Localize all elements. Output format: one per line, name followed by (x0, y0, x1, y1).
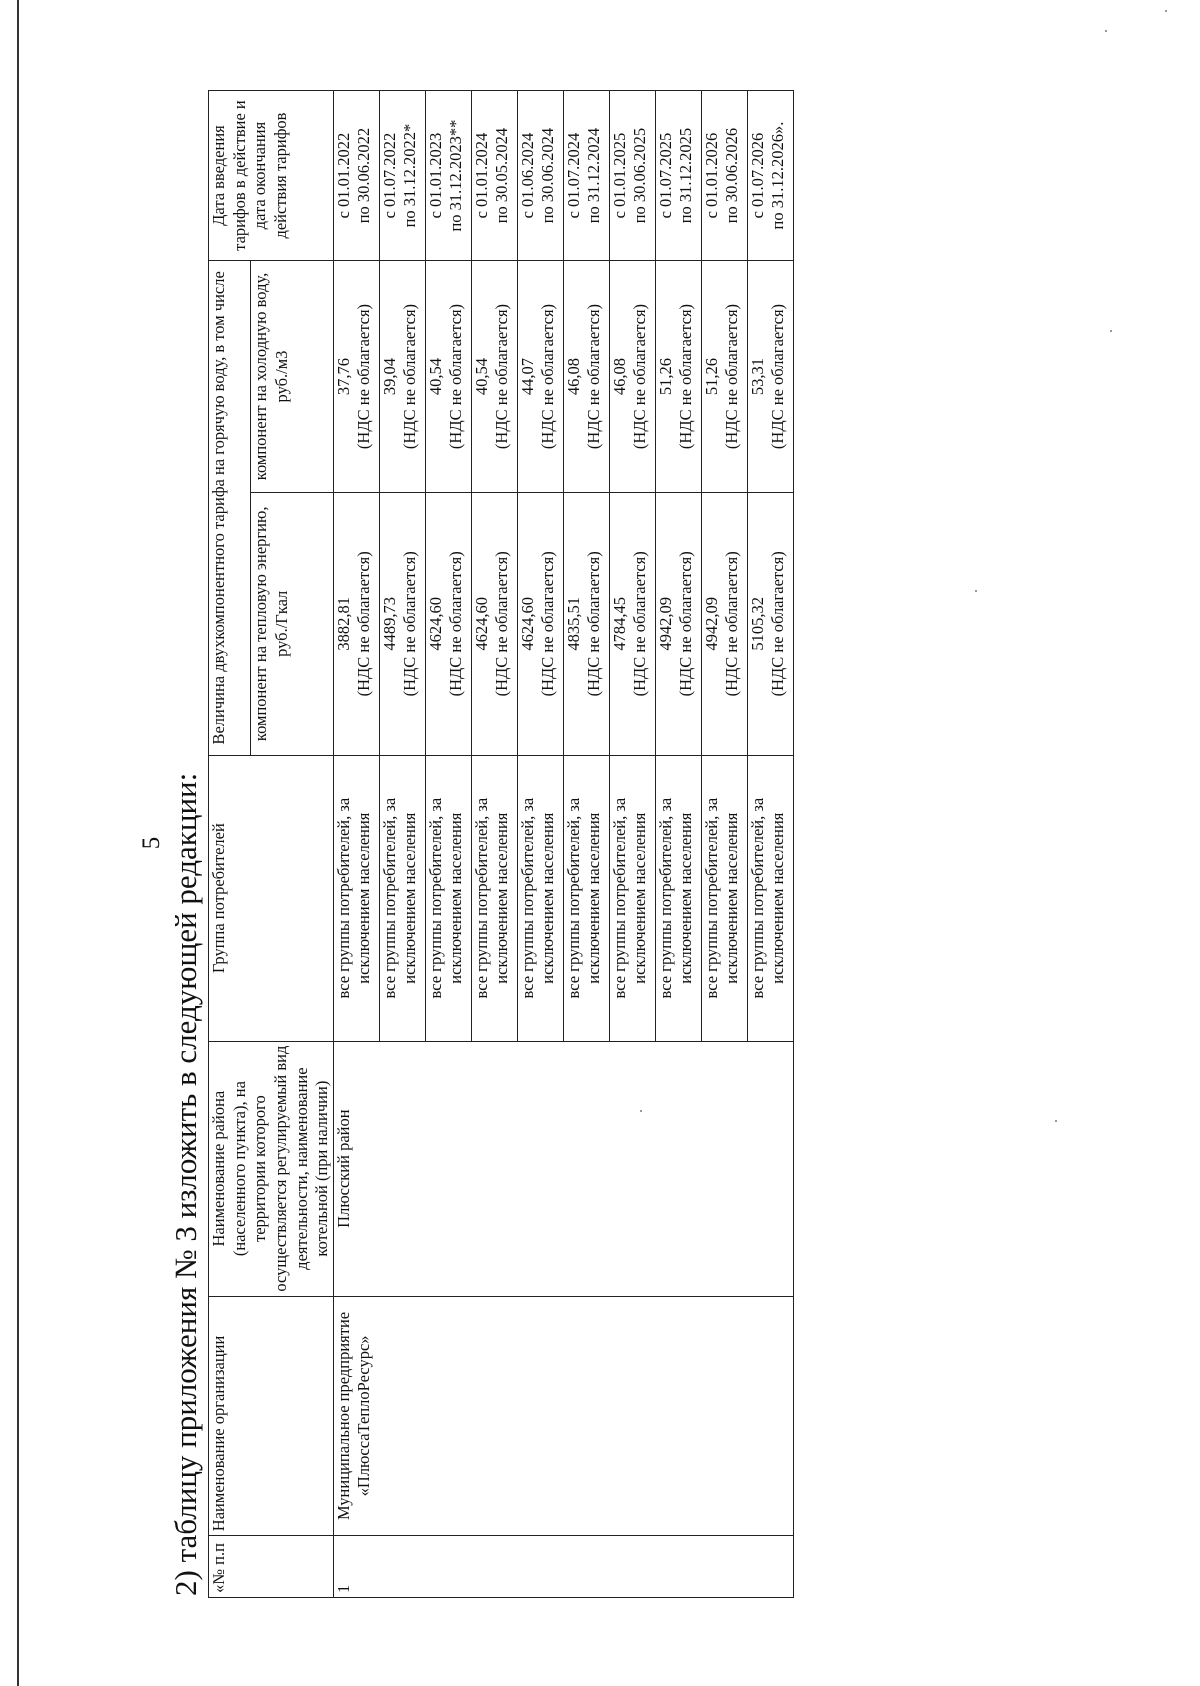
water-value: 53,31 (747, 357, 767, 396)
water-value: 46,08 (563, 357, 583, 396)
water-cell (517, 261, 563, 493)
vat-note: (НДС не облагается) (354, 303, 374, 450)
heat-cell (747, 492, 793, 755)
date-to: по 31.12.2025 (676, 127, 696, 224)
vat-note: (НДС не облагается) (492, 551, 512, 697)
intro-text: 2) таблицу приложения № 3 изложить в следующей редакции: (168, 772, 203, 1596)
heat-cell (609, 492, 655, 755)
water-value: 40,54 (425, 357, 445, 396)
date-cell (655, 91, 701, 261)
vat-note: (НДС не облагается) (446, 551, 466, 697)
heat-value: 4942,09 (701, 596, 721, 651)
heat-value: 4835,51 (563, 596, 583, 651)
header-water-component: компонент на холодную воду, руб./м3 (251, 261, 334, 493)
date-to: по 30.06.2024 (538, 127, 558, 224)
table-row (333, 91, 379, 1598)
vat-note: (НДС не облагается) (676, 303, 696, 450)
consumer-group: все группы потребителей, за исключением населения (471, 755, 517, 1041)
water-cell (333, 261, 379, 493)
tariff-table (208, 90, 794, 1598)
date-cell (425, 91, 471, 261)
header-organization: Наименование организации (209, 1296, 334, 1536)
header-row (209, 91, 251, 1598)
vat-note: (НДС не облагается) (400, 303, 420, 450)
date-from: с 01.01.2024 (471, 132, 491, 219)
vat-note: (НДС не облагается) (630, 551, 650, 697)
vat-note: (НДС не облагается) (768, 551, 788, 697)
vat-note: (НДС не облагается) (630, 303, 650, 450)
date-from: с 01.07.2025 (655, 132, 675, 219)
date-cell (471, 91, 517, 261)
date-to: по 30.06.2025 (630, 127, 650, 224)
date-to: по 31.12.2023** (446, 119, 466, 232)
date-from: с 01.01.2023 (425, 132, 445, 219)
consumer-group: все группы потребителей, за исключением населения (517, 755, 563, 1041)
date-cell (333, 91, 379, 261)
vat-note: (НДС не облагается) (400, 551, 420, 697)
page-number: 5 (138, 836, 165, 850)
date-cell (609, 91, 655, 261)
date-to: по 30.06.2026 (722, 127, 742, 224)
consumer-group: все группы потребителей, за исключением населения (747, 755, 793, 1041)
consumer-group: все группы потребителей, за исключением населения (425, 755, 471, 1041)
date-to: по 31.12.2026». (768, 121, 788, 230)
date-from: с 01.07.2022 (379, 132, 399, 219)
date-from: с 01.01.2022 (333, 132, 353, 219)
heat-cell (379, 492, 425, 755)
water-value: 51,26 (701, 357, 721, 396)
consumer-group: все группы потребителей, за исключением населения (333, 755, 379, 1041)
header-district: Наименование района (населенного пункта), на территории которого осуществляется регулируемый вид деятельности, наименование котельной (при наличии) (209, 1041, 334, 1296)
heat-cell (425, 492, 471, 755)
heat-value: 4489,73 (379, 596, 399, 651)
consumer-group: все группы потребителей, за исключением населения (655, 755, 701, 1041)
heat-value: 4624,60 (517, 596, 537, 651)
row-number: 1 (333, 1536, 793, 1598)
water-cell (563, 261, 609, 493)
consumer-group: все группы потребителей, за исключением населения (563, 755, 609, 1041)
water-value: 46,08 (609, 357, 629, 396)
water-cell (747, 261, 793, 493)
date-cell (379, 91, 425, 261)
vat-note: (НДС не облагается) (722, 551, 742, 697)
header-num: «№ п.п (209, 1536, 334, 1598)
vat-note: (НДС не облагается) (354, 551, 374, 697)
date-to: по 30.05.2024 (492, 127, 512, 224)
consumer-group: все группы потребителей, за исключением населения (379, 755, 425, 1041)
date-from: с 01.07.2026 (747, 132, 767, 219)
header-tariff: Величина двухкомпонентного тарифа на горячую воду, в том числе (209, 261, 251, 756)
date-to: по 31.12.2022* (400, 123, 420, 228)
vat-note: (НДС не облагается) (584, 551, 604, 697)
vat-note: (НДС не облагается) (584, 303, 604, 450)
vat-note: (НДС не облагается) (538, 551, 558, 697)
date-from: с 01.01.2026 (701, 132, 721, 219)
date-cell (701, 91, 747, 261)
vat-note: (НДС не облагается) (722, 303, 742, 450)
heat-value: 4784,45 (609, 596, 629, 651)
vat-note: (НДС не облагается) (446, 303, 466, 450)
heat-value: 4942,09 (655, 596, 675, 651)
heat-cell (333, 492, 379, 755)
date-from: с 01.01.2025 (609, 132, 629, 219)
heat-cell (701, 492, 747, 755)
vat-note: (НДС не облагается) (492, 303, 512, 450)
vat-note: (НДС не облагается) (768, 303, 788, 450)
vat-note: (НДС не облагается) (538, 303, 558, 450)
heat-cell (517, 492, 563, 755)
date-cell (563, 91, 609, 261)
water-cell (655, 261, 701, 493)
header-consumer-group: Группа потребителей (209, 755, 334, 1041)
date-to: по 31.12.2024 (584, 127, 604, 224)
water-value: 51,26 (655, 357, 675, 396)
water-cell (609, 261, 655, 493)
date-cell (517, 91, 563, 261)
heat-value: 4624,60 (471, 596, 491, 651)
water-cell (471, 261, 517, 493)
date-to: по 30.06.2022 (354, 127, 374, 224)
heat-value: 4624,60 (425, 596, 445, 651)
date-cell (747, 91, 793, 261)
water-cell (425, 261, 471, 493)
header-dates: Дата введения тарифов в действие и дата окончания действия тарифов (209, 91, 334, 261)
heat-cell (563, 492, 609, 755)
water-value: 37,76 (333, 357, 353, 396)
vat-note: (НДС не облагается) (676, 551, 696, 697)
organization-name: Муниципальное предприятие «ПлюссаТеплоРесурс» (333, 1296, 793, 1536)
water-value: 39,04 (379, 357, 399, 396)
table-body (333, 91, 793, 1598)
water-cell (379, 261, 425, 493)
water-value: 44,07 (517, 357, 537, 396)
heat-value: 5105,32 (747, 596, 767, 651)
heat-cell (655, 492, 701, 755)
date-from: с 01.07.2024 (563, 132, 583, 219)
water-cell (701, 261, 747, 493)
district-name: Плюсский район (333, 1041, 793, 1296)
date-from: с 01.06.2024 (517, 132, 537, 219)
heat-value: 3882,81 (333, 596, 353, 651)
consumer-group: все группы потребителей, за исключением населения (609, 755, 655, 1041)
consumer-group: все группы потребителей, за исключением населения (701, 755, 747, 1041)
water-value: 40,54 (471, 357, 491, 396)
header-heat-component: компонент на тепловую энергию, руб./Гкал (251, 492, 334, 755)
heat-cell (471, 492, 517, 755)
